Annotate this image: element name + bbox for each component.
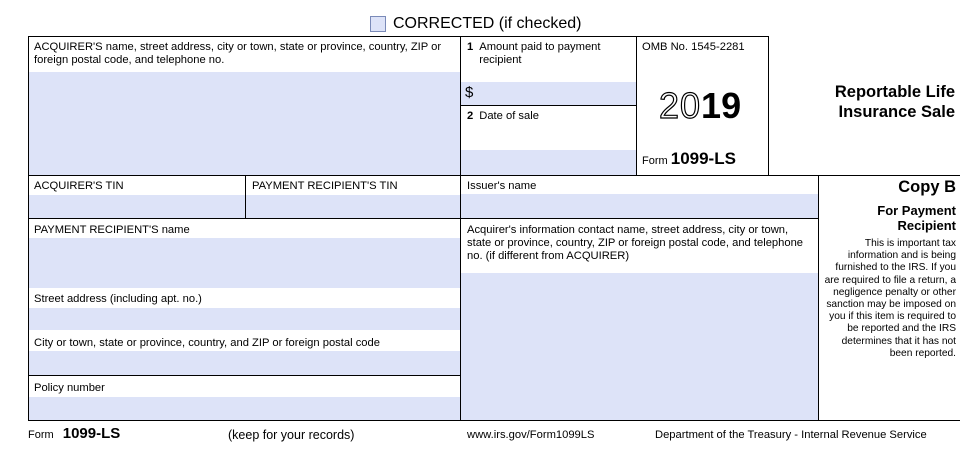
contact-info-field[interactable] [461,273,818,420]
tax-year-prefix: 20 [659,85,702,126]
omb-form-prefix: Form [642,155,668,167]
contact-info-label: Acquirer's information contact name, street address, city or town, state or province, country, ZIP or foreign postal code, and telephone no. (if different from ACQUIRER) [467,224,804,262]
footer-form-prefix: Form [28,429,54,441]
form-title-line1: Reportable Life [834,83,955,101]
policy-number-label: Policy number [34,382,105,394]
box2-number: 2 [467,110,474,122]
city-state-label: City or town, state or province, country, and ZIP or foreign postal code [34,337,380,349]
tax-year [659,86,741,134]
omb-number: OMB No. 1545-2281 [642,41,745,53]
recipient-name-label: PAYMENT RECIPIENT'S name [34,224,190,236]
omb-form-name [642,150,736,170]
city-state-field[interactable] [29,351,460,375]
form-title [780,82,955,122]
box1-label-row [467,41,632,67]
footer-url[interactable]: www.irs.gov/Form1099LS [467,429,595,441]
acquirer-tin-label: ACQUIRER'S TIN [34,180,124,192]
footer-form-number: 1099-LS [62,425,121,442]
issuer-name-field[interactable] [461,194,818,218]
form-bottom-border [28,420,960,421]
corrected-row [370,14,581,34]
acquirer-name-label: ACQUIRER'S name, street address, city or town, state or province, country, ZIP or foreign postal code, and telephone no. [34,41,442,66]
issuer-bottom-border [460,218,818,219]
omb-right-divider [768,36,769,175]
copy-notice: This is important tax information and is being furnished to the IRS. If you are required to file a return, a negligence penalty or other sanction may be imposed on you if this item is required to be reported and the IRS determines that it has not been reported. [824,238,956,359]
policy-number-field[interactable] [29,397,460,420]
copy-panel [822,177,956,360]
omb-left-divider [636,36,637,175]
box1-field[interactable] [461,82,636,105]
street-address-field[interactable] [29,308,460,330]
footer-keep-note: (keep for your records) [228,428,355,442]
acquirer-tin-field[interactable] [29,195,245,218]
copy-title: Copy B [898,178,956,196]
box1-currency: $ [465,84,474,101]
recipient-tin-field[interactable] [246,195,460,218]
recipient-tin-label: PAYMENT RECIPIENT'S TIN [252,180,398,192]
box1-number: 1 [467,41,474,53]
tax-year-suffix: 19 [701,85,742,126]
box2-label: Date of sale [479,110,539,122]
copy-panel-divider [818,175,819,420]
tin-row-top-border [28,175,960,176]
footer-form-name [28,425,120,444]
recipient-name-field[interactable] [29,238,460,288]
box1-label: Amount paid to payment recipient [479,41,601,66]
acquirer-name-field[interactable] [29,72,460,175]
omb-form-number: 1099-LS [670,149,736,168]
form-title-line2: Insurance Sale [838,103,955,121]
box2-label-row [467,110,539,123]
box1-bottom-border [460,105,636,106]
box2-field[interactable] [461,150,636,175]
form-top-border [28,36,768,37]
copy-subtitle-line1: For Payment [877,203,956,218]
copy-subtitle-line2: Recipient [897,218,956,233]
policy-top-border [28,375,460,376]
footer-department: Department of the Treasury - Internal Revenue Service [655,429,927,441]
issuer-name-label: Issuer's name [467,180,537,192]
tin-row-bottom-border [28,218,460,219]
corrected-label: CORRECTED (if checked) [393,15,582,32]
street-address-label: Street address (including apt. no.) [34,293,202,305]
corrected-checkbox[interactable] [370,16,386,32]
